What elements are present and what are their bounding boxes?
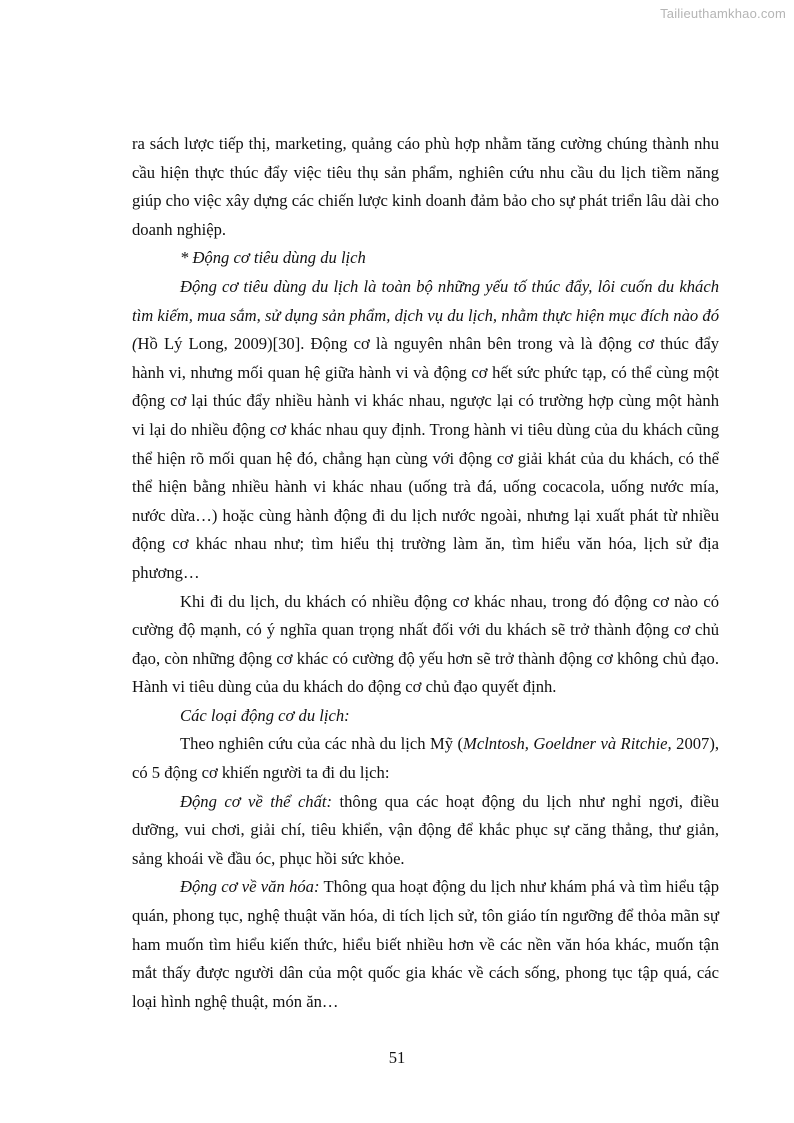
paragraph-research-source — [132, 730, 719, 787]
physical-motive-label: Động cơ về thể chất: — [180, 791, 333, 811]
cultural-motive-text: Thông qua hoạt động du lịch như khám phá và tìm hiểu tập quán, phong tục, nghệ thuật văn hóa, di tích lịch sử, tôn giáo tín ngưỡng để thỏa mãn sự ham muốn tìm hiểu kiến thức, hiểu biết nhiều hơn về các nền văn hóa khác, muốn tận mắt thấy được người dân của một quốc gia khác về cách sống, phong tục tập quá, các loại hình nghệ thuật, món ăn… — [132, 877, 719, 1011]
physical-motive-text: thông qua các hoạt động du lịch như nghỉ ngơi, điều dưỡng, vui chơi, giải chí, tiêu khiển, vận động để khắc phục sự căng thẳng, thư giản, sảng khoái về đầu óc, phục hồi sức khỏe. — [132, 791, 719, 868]
paragraph-motive-definition — [132, 273, 719, 588]
cultural-motive-label: Động cơ về văn hóa: — [180, 877, 320, 897]
research-source-authors: Mclntosh, Goeldner và Ritchie, — [463, 734, 672, 754]
motive-definition-italic: Động cơ tiêu dùng du lịch là toàn bộ những yếu tố thúc đẩy, lôi cuốn du khách tìm kiếm, mua sắm, sử dụng sản phẩm, dịch vụ du lịch, nhằm thực hiện mục đích nào đó ( — [132, 276, 719, 354]
section-heading-motive-types: Các loại động cơ du lịch: — [180, 705, 350, 725]
research-source-start: Theo nghiên cứu của các nhà du lịch Mỹ ( — [180, 734, 463, 754]
watermark-text: Tailieuthamkhao.com — [660, 6, 786, 21]
paragraph-dominant-motive: Khi đi du lịch, du khách có nhiều động cơ khác nhau, trong đó động cơ nào có cường độ mạnh, có ý nghĩa quan trọng nhất đối với du khách sẽ trở thành động cơ chủ đạo, còn những động cơ khác có cường độ yếu hơn sẽ trở thành động cơ không chủ đạo. Hành vi tiêu dùng của du khách do động cơ chủ đạo quyết định. — [132, 591, 719, 697]
document-body — [132, 130, 719, 1016]
page-number: 51 — [388, 1048, 406, 1067]
paragraph-cultural-motive — [132, 873, 719, 1016]
section-heading-tourism-motive: * Động cơ tiêu dùng du lịch — [180, 248, 366, 268]
research-source-end: 2007), có 5 động cơ khiến người ta đi du lịch: — [132, 734, 720, 783]
motive-definition-text: Hồ Lý Long, 2009)[30]. Động cơ là nguyên nhân bên trong và là động cơ thúc đẩy hành vi, nhưng mối quan hệ giữa hành vi và động cơ hết sức phức tạp, có thể cùng một động cơ lại thúc đẩy nhiều hành vi khác nhau, ngược lại có trường hợp cùng một hành vi lại do nhiều động cơ khác nhau quy định. Trong hành vi tiêu dùng của du khách cũng thể hiện rõ mối quan hệ đó, chẳng hạn cùng với động cơ giải khát của du khách, có thể thể hiện bằng nhiều hành vi khác nhau (uống trà đá, uống cocacola, uống nước mía, nước dừa…) hoặc cùng hành động đi du lịch nước ngoài, nhưng lại xuất phát từ nhiều động cơ khác nhau như; tìm hiểu thị trường làm ăn, tìm hiểu văn hóa, lịch sử địa phương… — [132, 334, 719, 582]
paragraph-physical-motive — [132, 788, 719, 874]
paragraph-marketing: ra sách lược tiếp thị, marketing, quảng cáo phù hợp nhằm tăng cường chúng thành nhu cầu hiện thực thúc đẩy việc tiêu thụ sản phẩm, nghiên cứu nhu cầu du lịch tiềm năng giúp cho việc xây dựng các chiến lược kinh doanh đảm bảo cho sự phát triển lâu dài cho doanh nghiệp. — [132, 134, 719, 239]
